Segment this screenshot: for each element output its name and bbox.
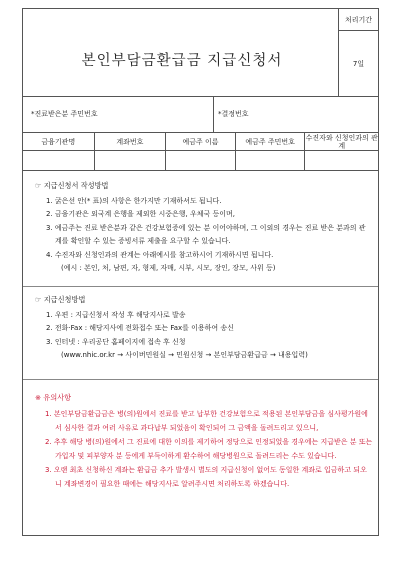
holder-id-field[interactable] bbox=[236, 151, 306, 171]
caution-section bbox=[35, 391, 373, 491]
bank-name-field[interactable] bbox=[23, 151, 95, 171]
how-to-fill-item: 3. 예금주는 진료 받은분과 같은 건강보험증에 있는 분 이어야하며, 그 이외의 경우는 진료 받은 분과의 관계를 확인할 수 있는 증빙서류 제출을 요구할 수 있습니다. bbox=[46, 223, 366, 245]
caution-item: 2. 추후 해당 병(의)원에서 그 진료에 대한 이의를 제기하여 정당으로 인정되었을 경우에는 지급받은 분 또는 가입자 및 피부양자 분 등에게 부득이하게 환수하여 해당병원으로 돌려드리는 수도 있습니다. bbox=[45, 438, 373, 460]
account-number-field[interactable] bbox=[95, 151, 167, 171]
identity-divider bbox=[213, 97, 214, 133]
internet-path: (www.nhic.or.kr → 사이버민원실 → 민원신청 → 본인부담금환급금 → 내용입력) bbox=[61, 351, 308, 359]
how-to-fill-item: 1. 굵은선 안(* 표)의 사항은 한가지만 기재하셔도 됩니다. bbox=[46, 196, 222, 205]
caution-item: 3. 오랜 최초 신청하신 계좌는 환급금 추가 발생시 별도의 지급신청이 없어도 동일한 계좌로 입금하고 되오니 계좌변경이 필요한 때에는 해당지사로 알려주시면 처리하도록 하겠습니다. bbox=[45, 466, 367, 488]
how-to-apply-item: 2. 전화·Fax : 해당지사에 전화접수 또는 Fax를 이용하여 송신 bbox=[46, 324, 234, 332]
relationship-field[interactable] bbox=[305, 151, 378, 171]
account-holder-field[interactable] bbox=[166, 151, 236, 171]
decision-number-label: *결정번호 bbox=[218, 110, 249, 118]
bank-input-row bbox=[23, 151, 378, 171]
processing-period-value: 7일 bbox=[352, 60, 365, 68]
section-divider bbox=[23, 286, 378, 287]
account-number-header: 계좌번호 bbox=[95, 133, 167, 151]
how-to-fill-item: 4. 수진자와 신청인과의 관계는 아래예시를 참고하시어 기재하시면 됩니다. bbox=[46, 250, 274, 259]
identity-row bbox=[23, 97, 378, 133]
caution-item: 1. 본인부담금환급금은 병(의)원에서 진료를 받고 납부한 건강보험으로 적용된 본인부담금을 심사평가원에서 심사한 결과 여러 사유로 과다납부 되었음이 확인되어 그 금액을 돌려드리고 있으니, bbox=[45, 410, 368, 432]
how-to-fill-heading: ☞ 지급신청서 작성방법 bbox=[35, 181, 109, 190]
caution-heading: ※ 유의사항 bbox=[35, 393, 72, 402]
section-divider bbox=[23, 379, 378, 380]
how-to-apply-heading: ☞ 지급신청방법 bbox=[35, 295, 86, 304]
bank-header-row bbox=[23, 133, 378, 151]
relationship-example: (예시 : 본인, 처, 남편, 자, 형제, 자매, 시부, 시모, 장인, 장모, 사위 등) bbox=[61, 264, 276, 272]
holder-id-header: 예금주 주민번호 bbox=[236, 133, 306, 151]
bank-name-header: 금융기관명 bbox=[23, 133, 95, 151]
account-holder-header: 예금주 이름 bbox=[166, 133, 236, 151]
title-row bbox=[23, 9, 378, 97]
processing-period-label: 처리기간 bbox=[339, 9, 378, 31]
how-to-apply-item: 3. 인터넷 : 우리공단 홈페이지에 접속 후 신청 bbox=[46, 337, 186, 346]
how-to-apply-item: 1. 우편 : 지급신청서 작성 후 해당지사로 발송 bbox=[46, 310, 186, 319]
applicant-id-label: *진료받은분 주민번호 bbox=[31, 110, 98, 118]
processing-period-box bbox=[338, 9, 378, 97]
relationship-header: 수진자와 신청인과의 관계 bbox=[305, 134, 378, 150]
application-form bbox=[22, 8, 379, 536]
how-to-fill-item: 2. 금융기관은 외국계 은행을 제외한 시중은행, 우체국 등이며, bbox=[46, 210, 235, 218]
how-to-apply-section bbox=[35, 293, 370, 363]
form-title: 본인부담금환급금 지급신청서 bbox=[81, 53, 283, 69]
how-to-fill-section bbox=[35, 179, 370, 276]
